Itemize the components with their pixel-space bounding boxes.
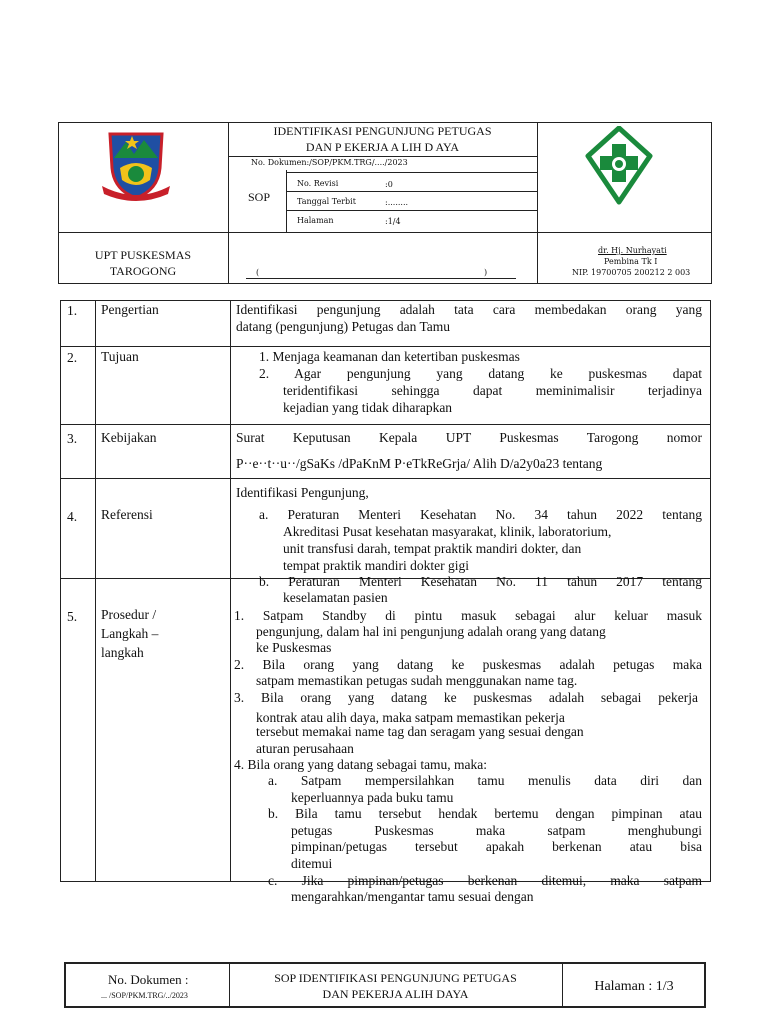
halaman-value: :1/4 [385, 217, 401, 226]
step-1-cont2: ke Puskesmas [256, 640, 332, 655]
step-3-cont1: kontrak atau alih daya, maka satpam memastikan pekerja [256, 710, 565, 725]
sec5-title-3: langkah [101, 645, 144, 660]
step-3-cont2: tersebut memakai name tag dan seragam yang sesuai dengan [256, 724, 584, 739]
row-line-1 [286, 172, 537, 173]
sec4-item-a-cont1: Akreditasi Pusat kesehatan masyarakat, klinik, laboratorium, [283, 524, 612, 539]
sec5-no: 5. [67, 609, 78, 624]
sec5-title-1: Prosedur / [101, 607, 157, 622]
sign-close: ) [484, 268, 488, 277]
garut-emblem-logo [100, 128, 172, 204]
sign-open: ( [256, 268, 260, 277]
step-4: 4. Bila orang yang datang sebagai tamu, maka: [234, 757, 488, 772]
row-line-3 [286, 210, 537, 211]
sec4-item-a-cont2: unit transfusi darah, tempat praktik mandiri dokter, dan [283, 541, 582, 556]
row-sep-2 [60, 424, 711, 425]
revisi-value: :0 [385, 180, 393, 189]
row-sep-3 [60, 478, 711, 479]
step-4c-cont: mengarahkan/mengantar tamu sesuai dengan [291, 889, 534, 904]
sec4-item-a: a. Peraturan Menteri Kesehatan No. 34 tahun 2022 tentang [259, 507, 702, 522]
header-col-right [537, 122, 538, 284]
footer-title-line1: SOP IDENTIFIKASI PENGUNJUNG PETUGAS [274, 971, 517, 985]
sec4-intro: Identifikasi Pengunjung, [236, 485, 369, 500]
puskesmas-logo [584, 126, 654, 206]
step-4b: b. Bila tamu tersebut hendak bertemu dengan pimpinan atau [268, 806, 702, 821]
signer-name: dr. Hj. Nurhayati [598, 246, 667, 255]
sec3-line1: Surat Keputusan Kepala UPT Puskesmas Tarogong nomor [236, 430, 702, 445]
step-2-cont: satpam memastikan petugas sudah menggunakan name tag. [256, 673, 578, 688]
footer-no-dok-value: ... /SOP/PKM.TRG/../2023 [101, 991, 188, 1000]
org-name-line2: TAROGONG [109, 264, 177, 278]
step-3: 3. Bila orang yang datang ke puskesmas adalah sebagai pekerja [234, 690, 698, 705]
org-name-line1: UPT PUSKESMAS [94, 248, 192, 262]
sec4-item-a-cont3: tempat praktik mandiri dokter gigi [283, 558, 469, 573]
sec4-item-b-cont: keselamatan pasien [283, 590, 388, 605]
row-sep-1 [60, 346, 711, 347]
sec4-item-b: b. Peraturan Menteri Kesehatan No. 11 tahun 2017 tentang [259, 574, 702, 589]
signer-nip: NIP. 19700705 200212 2 003 [572, 268, 691, 277]
no-dokumen: No. Dokumen:/SOP/PKM.TRG/..../2023 [251, 158, 408, 167]
sec1-title: Pengertian [101, 302, 159, 317]
step-3-cont3: aturan perusahaan [256, 741, 354, 756]
sec3-line2: P··e··t··u··/gSaKs /dPaKnM P·eTkReGrja/ Alih D/a2y0a23 tentang [236, 456, 603, 471]
signature-line [246, 278, 516, 279]
step-1-cont1: pengunjung, dalam hal ini pengunjung adalah orang yang datang [256, 624, 606, 639]
sec4-title: Referensi [101, 507, 153, 522]
sop-label: SOP [248, 190, 271, 204]
sec1-line1: Identifikasi pengunjung adalah tata cara membedakan orang yang [236, 302, 702, 317]
sec2-item2-cont2: kejadian yang tidak diharapkan [283, 400, 453, 415]
footer-title-line2: DAN PEKERJA ALIH DAYA [322, 987, 469, 1001]
sec5-title-2: Langkah – [101, 626, 159, 641]
step-4b-cont1: petugas Puskesmas maka satpam menghubungi [291, 823, 702, 838]
sec2-no: 2. [67, 350, 78, 365]
step-4a-cont: keperluannya pada buku tamu [291, 790, 454, 805]
sec2-item2-cont: teridentifikasi sehingga dapat meminimalisir terjadinya [283, 383, 702, 398]
step-4b-cont2: pimpinan/petugas tersebut apakah berkenan atau bisa [291, 839, 702, 854]
doc-title-line1: IDENTIFIKASI PENGUNJUNG PETUGAS [273, 124, 492, 138]
signer-rank: Pembina Tk I [604, 257, 658, 266]
footer-page: Halaman : 1/3 [594, 979, 674, 994]
terbit-label: Tanggal Terbit [297, 197, 356, 206]
halaman-label: Halaman [297, 216, 334, 225]
revisi-label: No. Revisi [297, 179, 339, 188]
sop-col-line [286, 170, 287, 232]
col-title [230, 300, 231, 882]
title-underline [228, 156, 537, 157]
sec3-no: 3. [67, 431, 78, 446]
doc-title-line2: DAN P EKERJA A LIH D AYA [305, 140, 460, 154]
sec1-no: 1. [67, 303, 78, 318]
step-1: 1. Satpam Standby di pintu masuk sebagai alur keluar masuk [234, 608, 702, 623]
step-2: 2. Bila orang yang datang ke puskesmas adalah petugas maka [234, 657, 702, 672]
row-line-2 [286, 191, 537, 192]
step-4c: c. Jika pimpinan/petugas berkenan ditemui, maka satpam [268, 873, 702, 888]
sec4-no: 4. [67, 509, 78, 524]
sec2-item1: 1. Menjaga keamanan dan ketertiban puskesmas [259, 349, 520, 364]
footer-no-dok-label: No. Dokumen : [108, 972, 189, 987]
sec1-line2: datang (pengunjung) Petugas dan Tamu [236, 319, 451, 334]
sec3-title: Kebijakan [101, 430, 157, 445]
step-4b-cont3: ditemui [291, 856, 333, 871]
header-divider [58, 232, 712, 233]
step-4a: a. Satpam mempersilahkan tamu menulis data diri dan [268, 773, 702, 788]
sec2-title: Tujuan [101, 349, 139, 364]
terbit-value: :........ [385, 198, 409, 207]
col-no [95, 300, 96, 882]
sec2-item2: 2. Agar pengunjung yang datang ke puskesmas dapat [259, 366, 702, 381]
